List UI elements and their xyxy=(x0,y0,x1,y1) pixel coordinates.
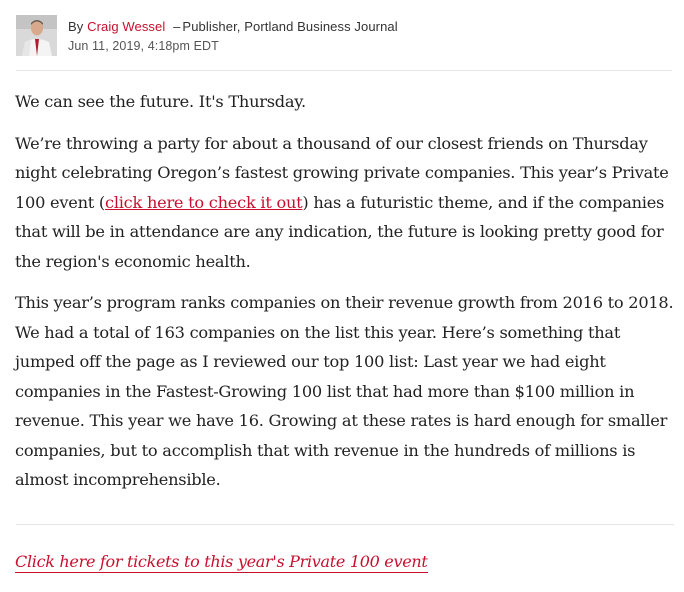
paragraph-2-text-end: ) has a futuristic theme, and if the companies that will be in attendance are any indication, the future is looking pretty good for the region's economic health. xyxy=(15,192,665,271)
author-title: Publisher, Portland Business Journal xyxy=(182,19,398,34)
article-paragraph-2 xyxy=(15,129,675,277)
tickets-link[interactable]: Click here for tickets to this year's Private 100 event xyxy=(15,552,428,571)
by-prefix: By xyxy=(68,19,84,34)
paragraph-2-text-start: We’re throwing a party for about a thousand of our closest friends on Thursday night celebrating Oregon’s fastest growing private companies. This year’s Private 100 event ( xyxy=(15,133,669,212)
article-paragraph-3: This year’s program ranks companies on their revenue growth from 2016 to 2018. We had a total of 163 companies on the list this year. Here’s something that jumped off the page as I reviewed our top 100 list: Last year we had eight companies in the Fastest-Growing 100 list that had more than $100 million in revenue. This year we have 16. Growing at these rates is hard enough for smaller companies, but to accomplish that with revenue in the hundreds of millions is almost incomprehensible. xyxy=(15,293,674,489)
article-byline xyxy=(16,15,672,71)
event-info-link[interactable]: click here to check it out xyxy=(105,192,303,212)
publish-date: Jun 11, 2019, 4:18pm EDT xyxy=(68,39,219,53)
article-paragraph-1: We can see the future. It's Thursday. xyxy=(15,92,306,111)
byline-separator: – xyxy=(173,19,181,34)
author-avatar[interactable] xyxy=(16,15,57,56)
section-divider xyxy=(16,524,674,525)
author-link[interactable]: Craig Wessel xyxy=(87,19,166,34)
byline-author-row xyxy=(68,19,398,34)
article-body xyxy=(15,87,675,495)
